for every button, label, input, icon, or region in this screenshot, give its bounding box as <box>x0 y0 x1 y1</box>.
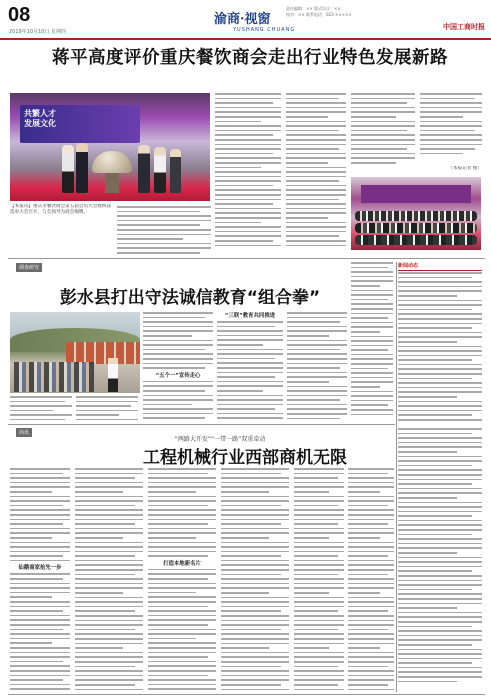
page-bottom-rule <box>8 694 485 695</box>
article2-subhead: “三联”教育共同推进 <box>224 313 276 319</box>
article2-text-col <box>10 396 72 420</box>
headline-3: 工程机械行业西部商机无限 <box>143 448 347 468</box>
article1-text-col <box>117 206 211 254</box>
date-line: 2019年10月10日 星期四 <box>9 29 67 35</box>
article3-subhead: 打造本地新名片 <box>163 560 201 567</box>
article3-text-col <box>221 468 289 692</box>
dome-stand <box>105 173 119 193</box>
photo-caption-1: 【本报讯】重庆市餐饮商会第五届会员大会暨换届选举大会召开，与会领导为商会揭牌。 <box>10 204 112 215</box>
page-header <box>0 0 491 40</box>
article3-subhead: 仙鹅商家抢先一步 <box>18 565 62 572</box>
column-title: 渝商·视窗 <box>214 12 271 27</box>
column-divider <box>396 262 397 692</box>
article2-text-col <box>351 262 393 422</box>
section-divider <box>8 258 485 259</box>
editor-line: 校对：×× 联系电话：023-××××× <box>286 12 352 17</box>
article2-text-col <box>143 312 213 422</box>
person-figure <box>76 143 88 193</box>
person-figure <box>108 358 118 392</box>
column-subtitle: YUSHANG CHUANG <box>233 27 296 33</box>
article3-text-col <box>294 468 344 692</box>
section-tag: 调查研究 <box>16 263 42 272</box>
banner-wall <box>66 342 140 364</box>
section-divider <box>8 424 395 425</box>
crowd-row <box>355 211 477 221</box>
person-figure <box>154 147 166 193</box>
headline-2: 彭水县打出守法诚信教育“组合拳” <box>59 288 321 308</box>
newspaper-brand: 中国工商时报 <box>443 23 485 31</box>
article3-text-col <box>10 468 70 692</box>
article1-text-col <box>351 93 415 173</box>
article3-text-col <box>348 468 394 692</box>
article3-kicker: “两路大开发”“一带一路”双重牵动 <box>174 436 266 443</box>
article2-text-col <box>76 396 138 420</box>
photo-banner <box>361 185 471 203</box>
right-column-text <box>398 272 482 422</box>
editor-line: 责任编辑：×× 版式设计：×× <box>286 6 341 11</box>
ceremony-photo <box>10 93 210 201</box>
section-tag: 商讯 <box>16 428 32 437</box>
person-figure <box>138 145 150 193</box>
person-figure <box>62 145 74 193</box>
article2-subhead: “五个一”宣传走心 <box>155 372 201 379</box>
article3-text-col <box>148 468 216 692</box>
editor-info <box>286 6 436 18</box>
crowd <box>14 362 94 392</box>
crowd-row <box>355 235 477 245</box>
crowd-row <box>355 223 477 233</box>
unveil-dome <box>92 151 132 173</box>
person-figure <box>170 149 181 193</box>
article1-text-col <box>420 93 482 165</box>
group-photo <box>351 177 481 250</box>
article3-text-col <box>75 468 143 692</box>
article1-text-col <box>286 93 346 255</box>
photo-banner-text: 共繁人才 发展文化 <box>24 109 56 128</box>
photo-credit: （本报记者 摄） <box>448 166 482 171</box>
headline-1: 蒋平高度评价重庆餐饮商会走出行业特色发展新路 <box>52 48 448 68</box>
page-number: 08 <box>8 4 31 26</box>
article2-text-col <box>287 312 347 422</box>
right-column-text <box>398 428 482 692</box>
article1-text-col <box>215 93 281 255</box>
right-column-tag: 新闻动态 <box>398 262 482 271</box>
article2-text-col <box>217 312 283 422</box>
outdoor-photo <box>10 312 140 393</box>
